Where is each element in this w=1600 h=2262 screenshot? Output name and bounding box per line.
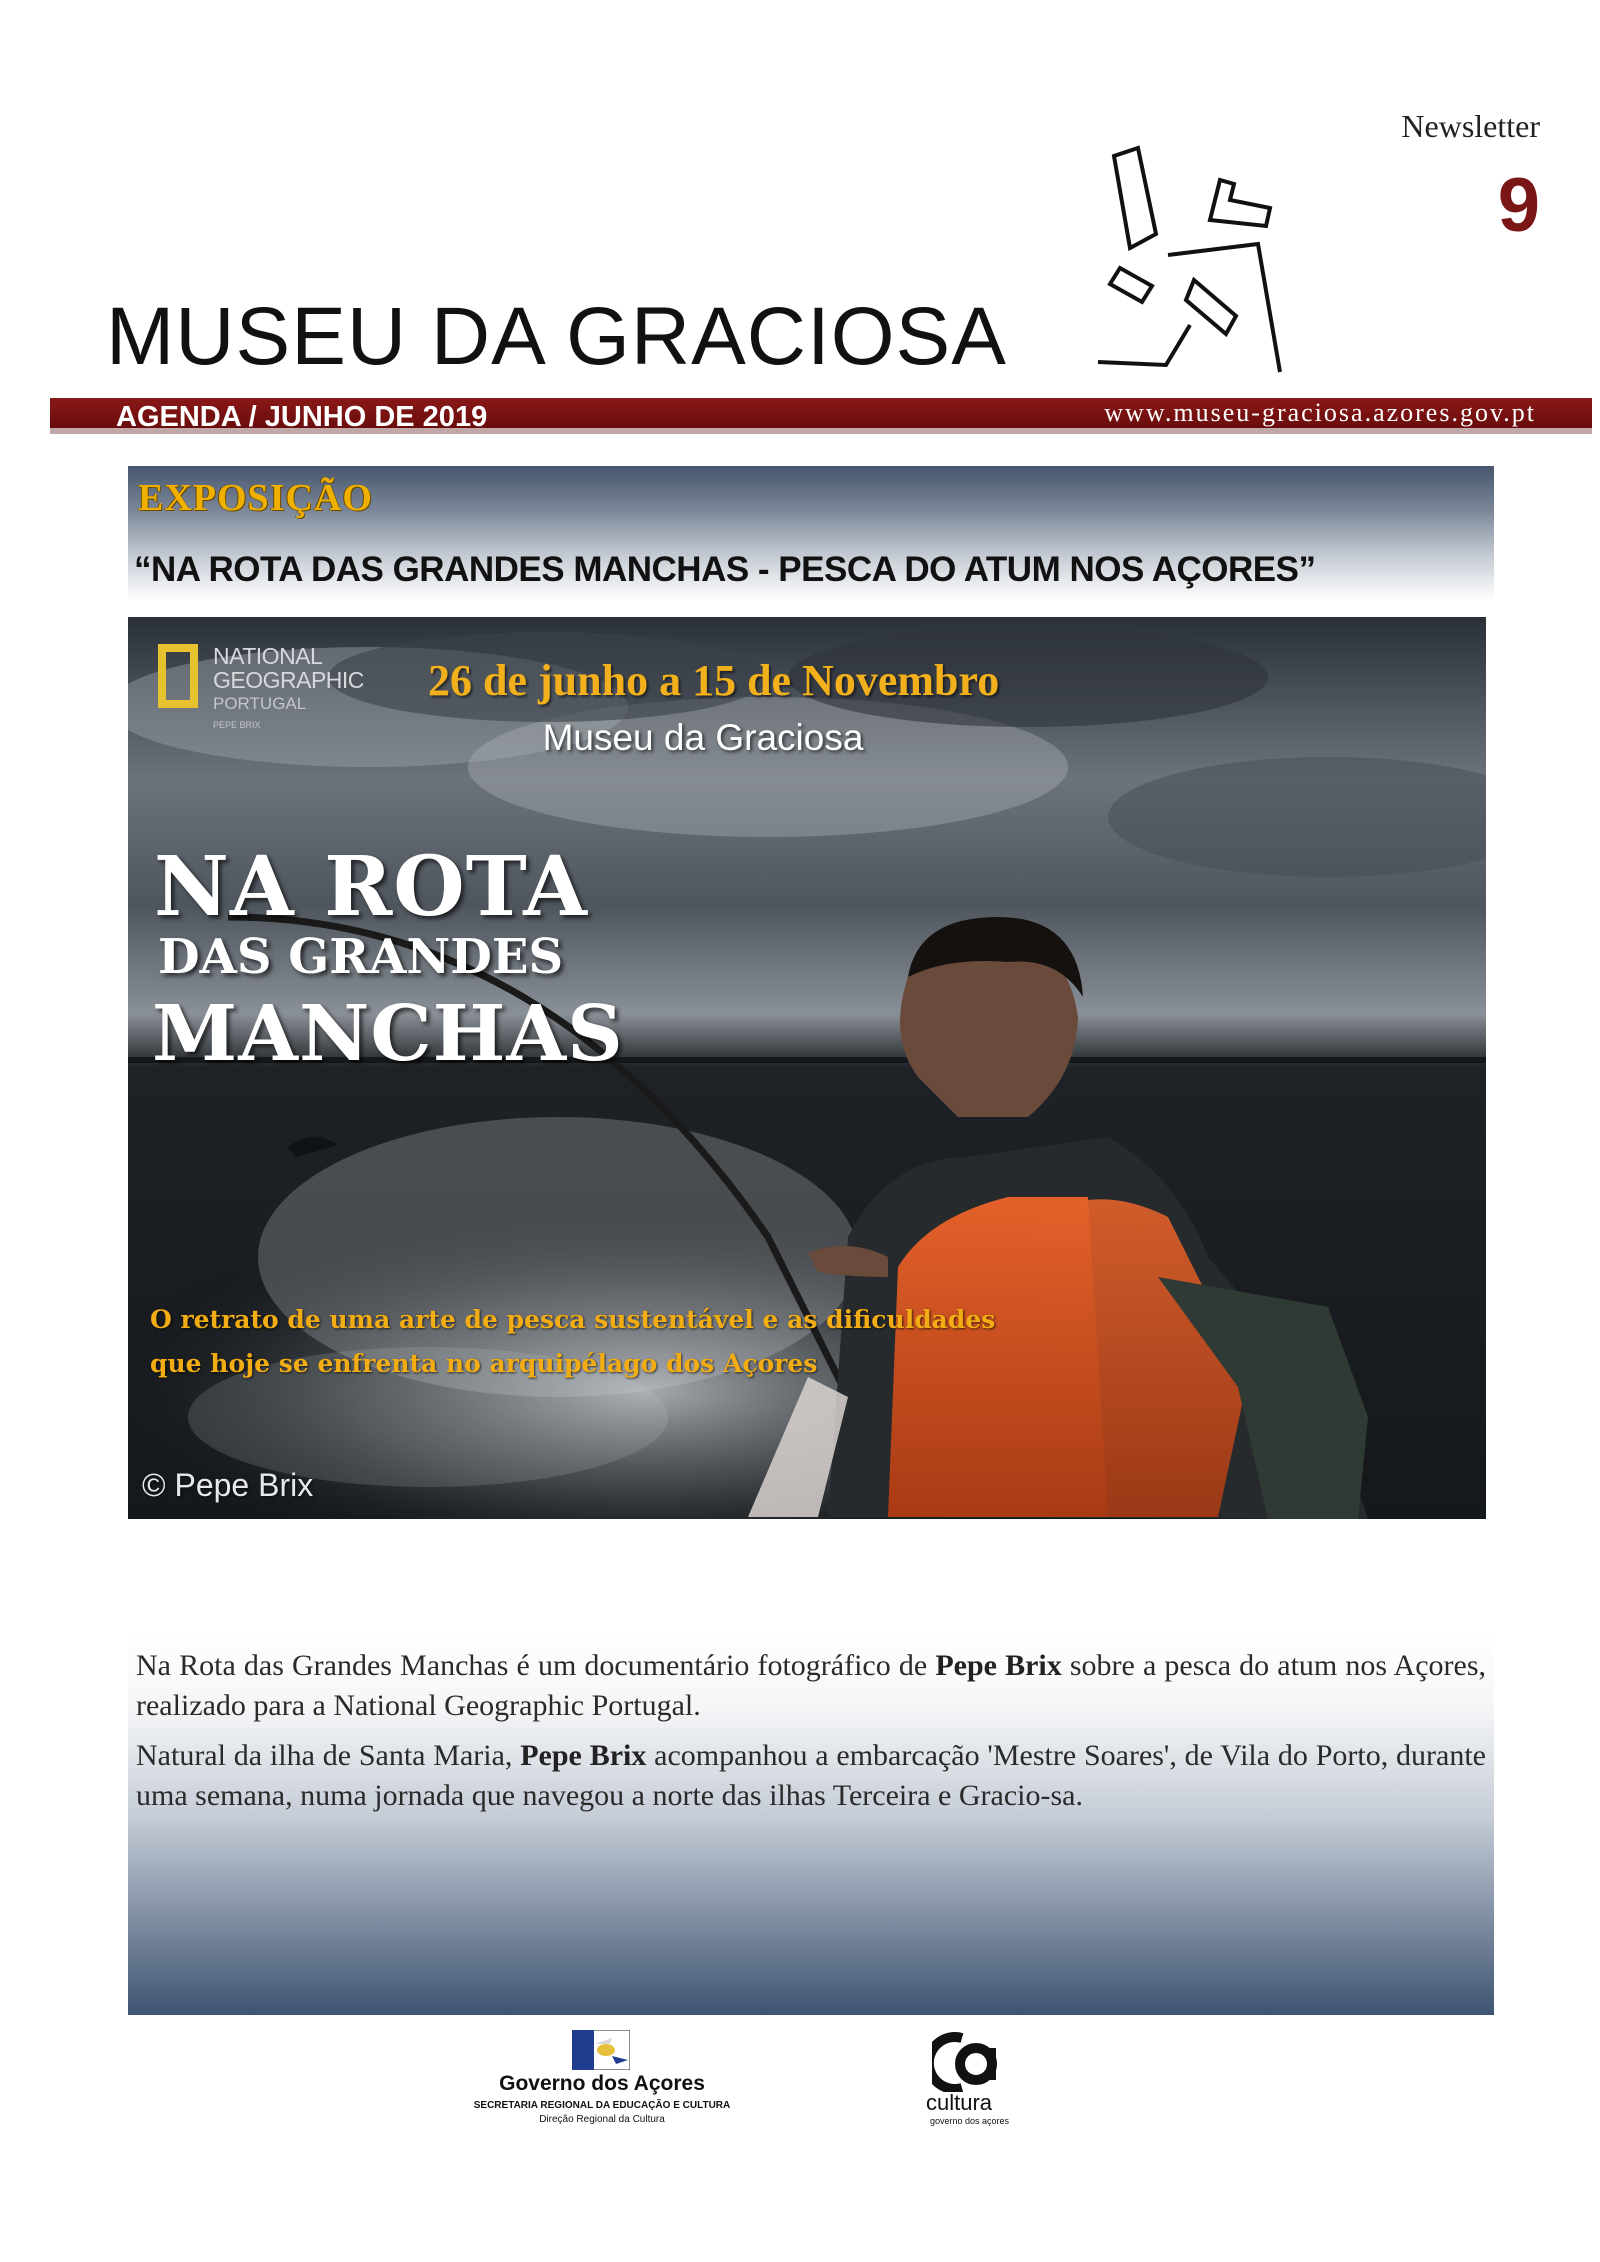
p1-photographer-name: Pepe Brix <box>935 1649 1062 1682</box>
newsletter-label: Newsletter <box>1401 108 1540 144</box>
ng-line-4: PEPE BRIX <box>213 720 261 730</box>
agenda-heading: AGENDA / JUNHO DE 2019 <box>116 401 488 433</box>
poster-caption-line-2: que hoje se enfrenta no arquipélago dos Açores <box>150 1349 818 1378</box>
description-paragraph-2 <box>136 1736 1486 1816</box>
museum-title: MUSEU DA GRACIOSA <box>106 291 1007 382</box>
p1-text-a: Na Rota das Grandes Manchas é um documentário fotográfico de <box>136 1649 936 1682</box>
cultura-logo <box>918 2032 1028 2142</box>
exposition-label: EXPOSIÇÃO <box>138 477 373 519</box>
poster-caption-line-1: O retrato de uma arte de pesca sustentável e as dificuldades <box>150 1305 996 1334</box>
azores-flag-icon <box>572 2030 630 2070</box>
cultura-sub: governo dos açores <box>930 2116 1010 2126</box>
newsletter-number: 9 <box>1497 163 1540 248</box>
poster-credit: © Pepe Brix <box>142 1467 314 1503</box>
cultura-name: cultura <box>926 2090 993 2115</box>
gov-name: Governo dos Açores <box>499 2072 705 2095</box>
ng-frame-icon <box>158 644 198 708</box>
p2-photographer-name: Pepe Brix <box>520 1739 647 1772</box>
p2-text-b: acompanhou a embarcação 'Mestre Soares', de Vila do Porto, durante uma semana, numa jornada que navegou a norte das ilhas Terceira e Gracio-sa. <box>136 1739 1486 1812</box>
exposition-title: “NA ROTA DAS GRANDES MANCHAS - PESCA DO ATUM NOS AÇORES” <box>134 550 1316 589</box>
poster-title-line-2: DAS GRANDES <box>158 929 564 985</box>
windmill-icon <box>1090 140 1290 380</box>
cultura-mark-icon <box>932 2032 998 2092</box>
ng-logo-text <box>213 644 364 692</box>
poster-title-line-3: MANCHAS <box>152 989 624 1079</box>
gov-direction: Direção Regional da Cultura <box>539 2114 665 2125</box>
description-paragraph-1 <box>136 1646 1486 1726</box>
p2-text-a: Natural da ilha de Santa Maria, <box>136 1739 521 1772</box>
poster-dates: 26 de junho a 15 de Novembro <box>428 656 1000 705</box>
gov-secretariat: SECRETARIA REGIONAL DA EDUCAÇÃO E CULTURA <box>473 2100 731 2111</box>
website-link[interactable]: www.museu-graciosa.azores.gov.pt <box>1104 398 1536 427</box>
p1-text-b: sobre a pesca do atum nos Açores, realizado para a National Geographic Portugal. <box>136 1649 1486 1722</box>
ng-line-2: GEOGRAPHIC <box>213 667 364 693</box>
ng-line-1: NATIONAL <box>213 643 323 669</box>
national-geographic-logo <box>158 644 458 764</box>
governo-acores-logo <box>442 2030 762 2140</box>
poster-venue: Museu da Graciosa <box>542 717 864 758</box>
ng-line-3: PORTUGAL <box>213 694 307 713</box>
exhibition-poster <box>128 617 1486 1519</box>
poster-title-line-1: NA ROTA <box>154 839 588 935</box>
